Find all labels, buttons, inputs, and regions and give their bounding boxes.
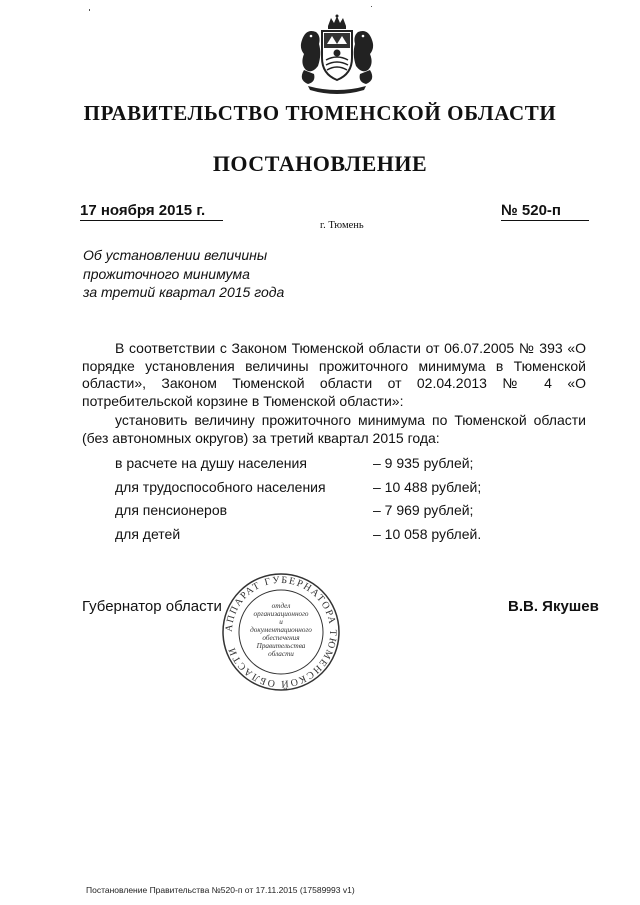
document-date: 17 ноября 2015 г. xyxy=(80,202,223,221)
document-footer: Постановление Правительства №520-п от 17.11.2015 (17589993 v1) xyxy=(86,885,355,895)
stamp-line: области xyxy=(268,650,294,658)
stamp-line: обеспечения xyxy=(262,634,300,642)
rate-label-per-capita: в расчете на душу населения xyxy=(115,455,307,471)
stamp-line: организационного xyxy=(253,610,309,618)
subject-line: за третий квартал 2015 года xyxy=(83,284,285,300)
subject-line: Об установлении величины xyxy=(83,247,268,263)
rate-value-children: – 10 058 рублей. xyxy=(373,526,482,542)
scan-speck xyxy=(371,6,372,7)
rate-value-pensioners: – 7 969 рублей; xyxy=(373,502,474,518)
body-paragraph-legal-basis: В соответствии с Законом Тюменской области от 06.07.2005 № 393 «О порядке установления величины прожиточного минимума в Тюменской области», Законом Тюменской области от 02.04.2013 № 4 «О потребительской корзине в Тюменской области»: xyxy=(82,340,586,409)
document-city: г. Тюмень xyxy=(320,220,364,231)
organization-title: ПРАВИТЕЛЬСТВО ТЮМЕНСКОЙ ОБЛАСТИ xyxy=(83,101,557,125)
stamp-line: документационного xyxy=(250,626,312,634)
document-subject xyxy=(83,246,363,302)
official-stamp xyxy=(221,572,341,692)
rate-value-per-capita: – 9 935 рублей; xyxy=(373,455,474,471)
coat-of-arms-icon xyxy=(294,14,380,94)
stamp-ring-text: АППАРАТ ГУБЕРНАТОРА ТЮМЕНСКОЙ ОБЛАСТИ xyxy=(223,574,339,690)
rate-label-working-age: для трудоспособного населения xyxy=(115,479,326,495)
rate-label-pensioners: для пенсионеров xyxy=(115,502,228,518)
rate-label-children: для детей xyxy=(115,526,181,542)
document-number: № 520-п xyxy=(501,202,589,221)
rate-value-working-age: – 10 488 рублей; xyxy=(373,479,482,495)
stamp-line: и xyxy=(279,618,283,626)
scan-speck xyxy=(89,9,90,11)
signer-title: Губернатор области xyxy=(82,598,222,615)
body-paragraph-resolution: установить величину прожиточного минимума по Тюменской области (без автономных округов) за третий квартал 2015 года: xyxy=(82,412,586,446)
stamp-line: Правительства xyxy=(256,642,306,650)
subject-line: прожиточного минимума xyxy=(83,265,250,282)
document-type-heading: ПОСТАНОВЛЕНИЕ xyxy=(212,151,428,176)
stamp-line: отдел xyxy=(271,602,291,610)
signer-name: В.В. Якушев xyxy=(508,598,599,615)
